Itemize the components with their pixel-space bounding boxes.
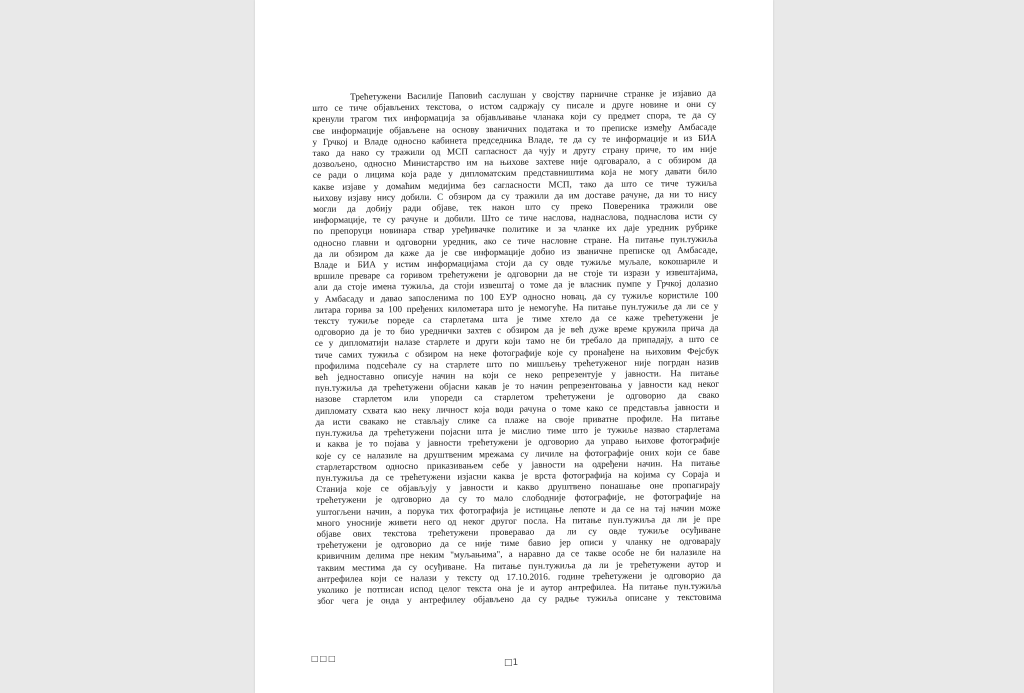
text-line: се у дипломатији налазе старлете и други који тамо не би требало да припадају, а што се	[314, 334, 719, 349]
text-line: све информације објављене на основу званичних података и то преписке између Амбасаде	[312, 121, 717, 136]
text-line: се ради о лицима која раде у дипломатским представништима која не могу давати било	[312, 166, 717, 181]
text-line: због чега је онда у антрефилеу објављено да су радње тужиља описане у текстовима	[317, 591, 722, 607]
text-line: пун.тужиља да трећетужени објасни какав је то начин репрезентовања у јавности кад неког	[315, 379, 720, 394]
text-line: литара горива за 100 пређених километара што је немогуће. На питање пун.тужиље да ли се у	[314, 300, 719, 315]
text-line: тако да нако су тражили од МСП сагласност да чују и другу страну приче, то им није	[312, 143, 717, 159]
text-line: антрефилеа који се налази у тексту од 17.10.2016. године трећетужени је одговорио да	[317, 569, 722, 584]
text-line: трећетужени је одговорио да су то мало слободније фотографије, не фотографије на	[316, 491, 721, 506]
text-line: Станија које се објављују у јавности и какво друштвено понашање оне пропагирају	[316, 479, 721, 495]
text-line: што се тиче објављених текстова, о истом садржају су писале и друге новине и они су	[312, 98, 717, 114]
text-line: одговорио да је то био уреднички захтев с обзиром да је већ дуже време кружила прича да	[314, 323, 719, 338]
text-line: дипломату схвата као неку личност која води рачуна о томе како се представља јавности и	[315, 401, 720, 416]
text-line: назове старлетом или упореди са старлетом трећетужени је одговорио да свако	[315, 390, 720, 405]
text-line: пун.тужиља да трећетужени појасни шта је мислио тиме што је тужиље назвао старлетама	[315, 423, 720, 439]
page-number: □1	[504, 658, 519, 668]
text-line: кренули трагом тих информација за објављивање чланака који су предмет спора, те да су	[312, 110, 717, 125]
text-line: таквим местима да су осуђиване. На питање пун.тужиља да ли је трећетужени аутор и	[316, 558, 722, 573]
text-line: Владе и БИА у истим информацијама стоји да су овде тужиље муљале, кокошариле и	[313, 255, 718, 271]
text-line: већ једноставно описује начин на који се неко репрезентује у јавности. На питање	[314, 367, 720, 383]
text-line: вршиле преваре са горивом трећетужени је одговорни да не стоје ти изрази у извештајима,	[313, 267, 718, 282]
text-line: дозвољено, односно Министарство им на њихове захтеве није одговарало, а с обзиром да	[312, 154, 717, 170]
text-line: какве изјаве у домаћим медијима без сагласности МСП, тако да што се тиче тужиља	[312, 177, 718, 192]
text-line: пун.тужиља да се трећетужени изјасни каква је врста фотографија на којима су Сораја и	[315, 468, 721, 483]
document-page	[255, 0, 773, 693]
text-line: уштогљени начин, а порука тих фотографија је истицање лепоте и да се на тај начин може	[316, 502, 721, 517]
text-line: али да стоје имена тужиља, да стоји извештај о томе да је власник пумпе у Грчкој долазио	[313, 278, 719, 293]
text-line: тиче самих тужиља с обзиром на неке фотографије које су пронађене на њиховим Фејсбук	[314, 345, 719, 360]
text-line: тексту тужиље пореде са старлетама шта је тиме хтело да се каже трећетужени је	[314, 311, 719, 327]
text-line: по препоруци новинара ствар уређивачке политике и за чланке их даје уредник рубрике	[313, 222, 718, 237]
text-line: њихову изјаву нису добили. С обзиром да су тражили да им доставе рачуне, да ни то нису	[313, 188, 718, 203]
text-line: кривичним делима пре неким "муљањима", а наравно да се такве особе не би налазиле на	[316, 547, 721, 562]
footer-marks: □□□	[311, 654, 337, 663]
text-line: објаве ових текстова трећетужени проверавао да ли су овде тужиље осуђиване	[316, 524, 721, 539]
text-line: профилима подсећале су на старлете што по мишљењу трећетуженог није погрдан назив	[314, 356, 719, 371]
text-line: у Грчкој и Владе односно кабинета председника Владе, те да су те информације и из БИА	[312, 132, 717, 147]
text-line: трећетужени је одговорио да се није тиме бавио јер описи у чланку не одговарају	[316, 535, 721, 551]
text-line: старлетарством односно приказивањем себе у јавности на одређени начин. На питање	[315, 457, 720, 472]
text-line: информације, те су рачуне и добили. Што се тиче наслова, наднаслова, поднаслова исти су	[313, 210, 718, 226]
text-line: да ли обзиром да каже да је све информације добио из званичне преписке од Амбасаде,	[313, 244, 718, 259]
text-line: у Амбасаду и давао запосленима по 100 ЕУР односно новац, да су тужиље користиле 100	[314, 289, 719, 304]
text-line: много уносније живети него од неког другог посла. На питање пун.тужиља да ли је пре	[316, 513, 721, 528]
text-line: могли да добију ради објаве, тек након што су преко Повереника тражили ове	[313, 199, 718, 215]
document-body	[312, 88, 721, 608]
text-line: и каква је то појава у јавности трећетужени је одговорио да управо њихове фотографије	[315, 435, 720, 450]
text-line: односно главни и одговорни уредник, ако се тиче насловне стране. На питање пун.тужиља	[313, 233, 718, 248]
text-line: да исти свакако не стављају слике са плаже на своје приватне профиле. На питање	[315, 412, 720, 427]
text-line: које су се налазиле на друштвеним мрежама су личиле на фотографије оних који се баве	[315, 446, 720, 461]
text-line: Трећетужени Василије Паповић саслушан у својству парничне странке је изјавио да	[349, 87, 717, 102]
text-line: уколико је потписан испод целог текста она је и аутор антрефилеа. На питање пун.тужиља	[317, 580, 722, 595]
